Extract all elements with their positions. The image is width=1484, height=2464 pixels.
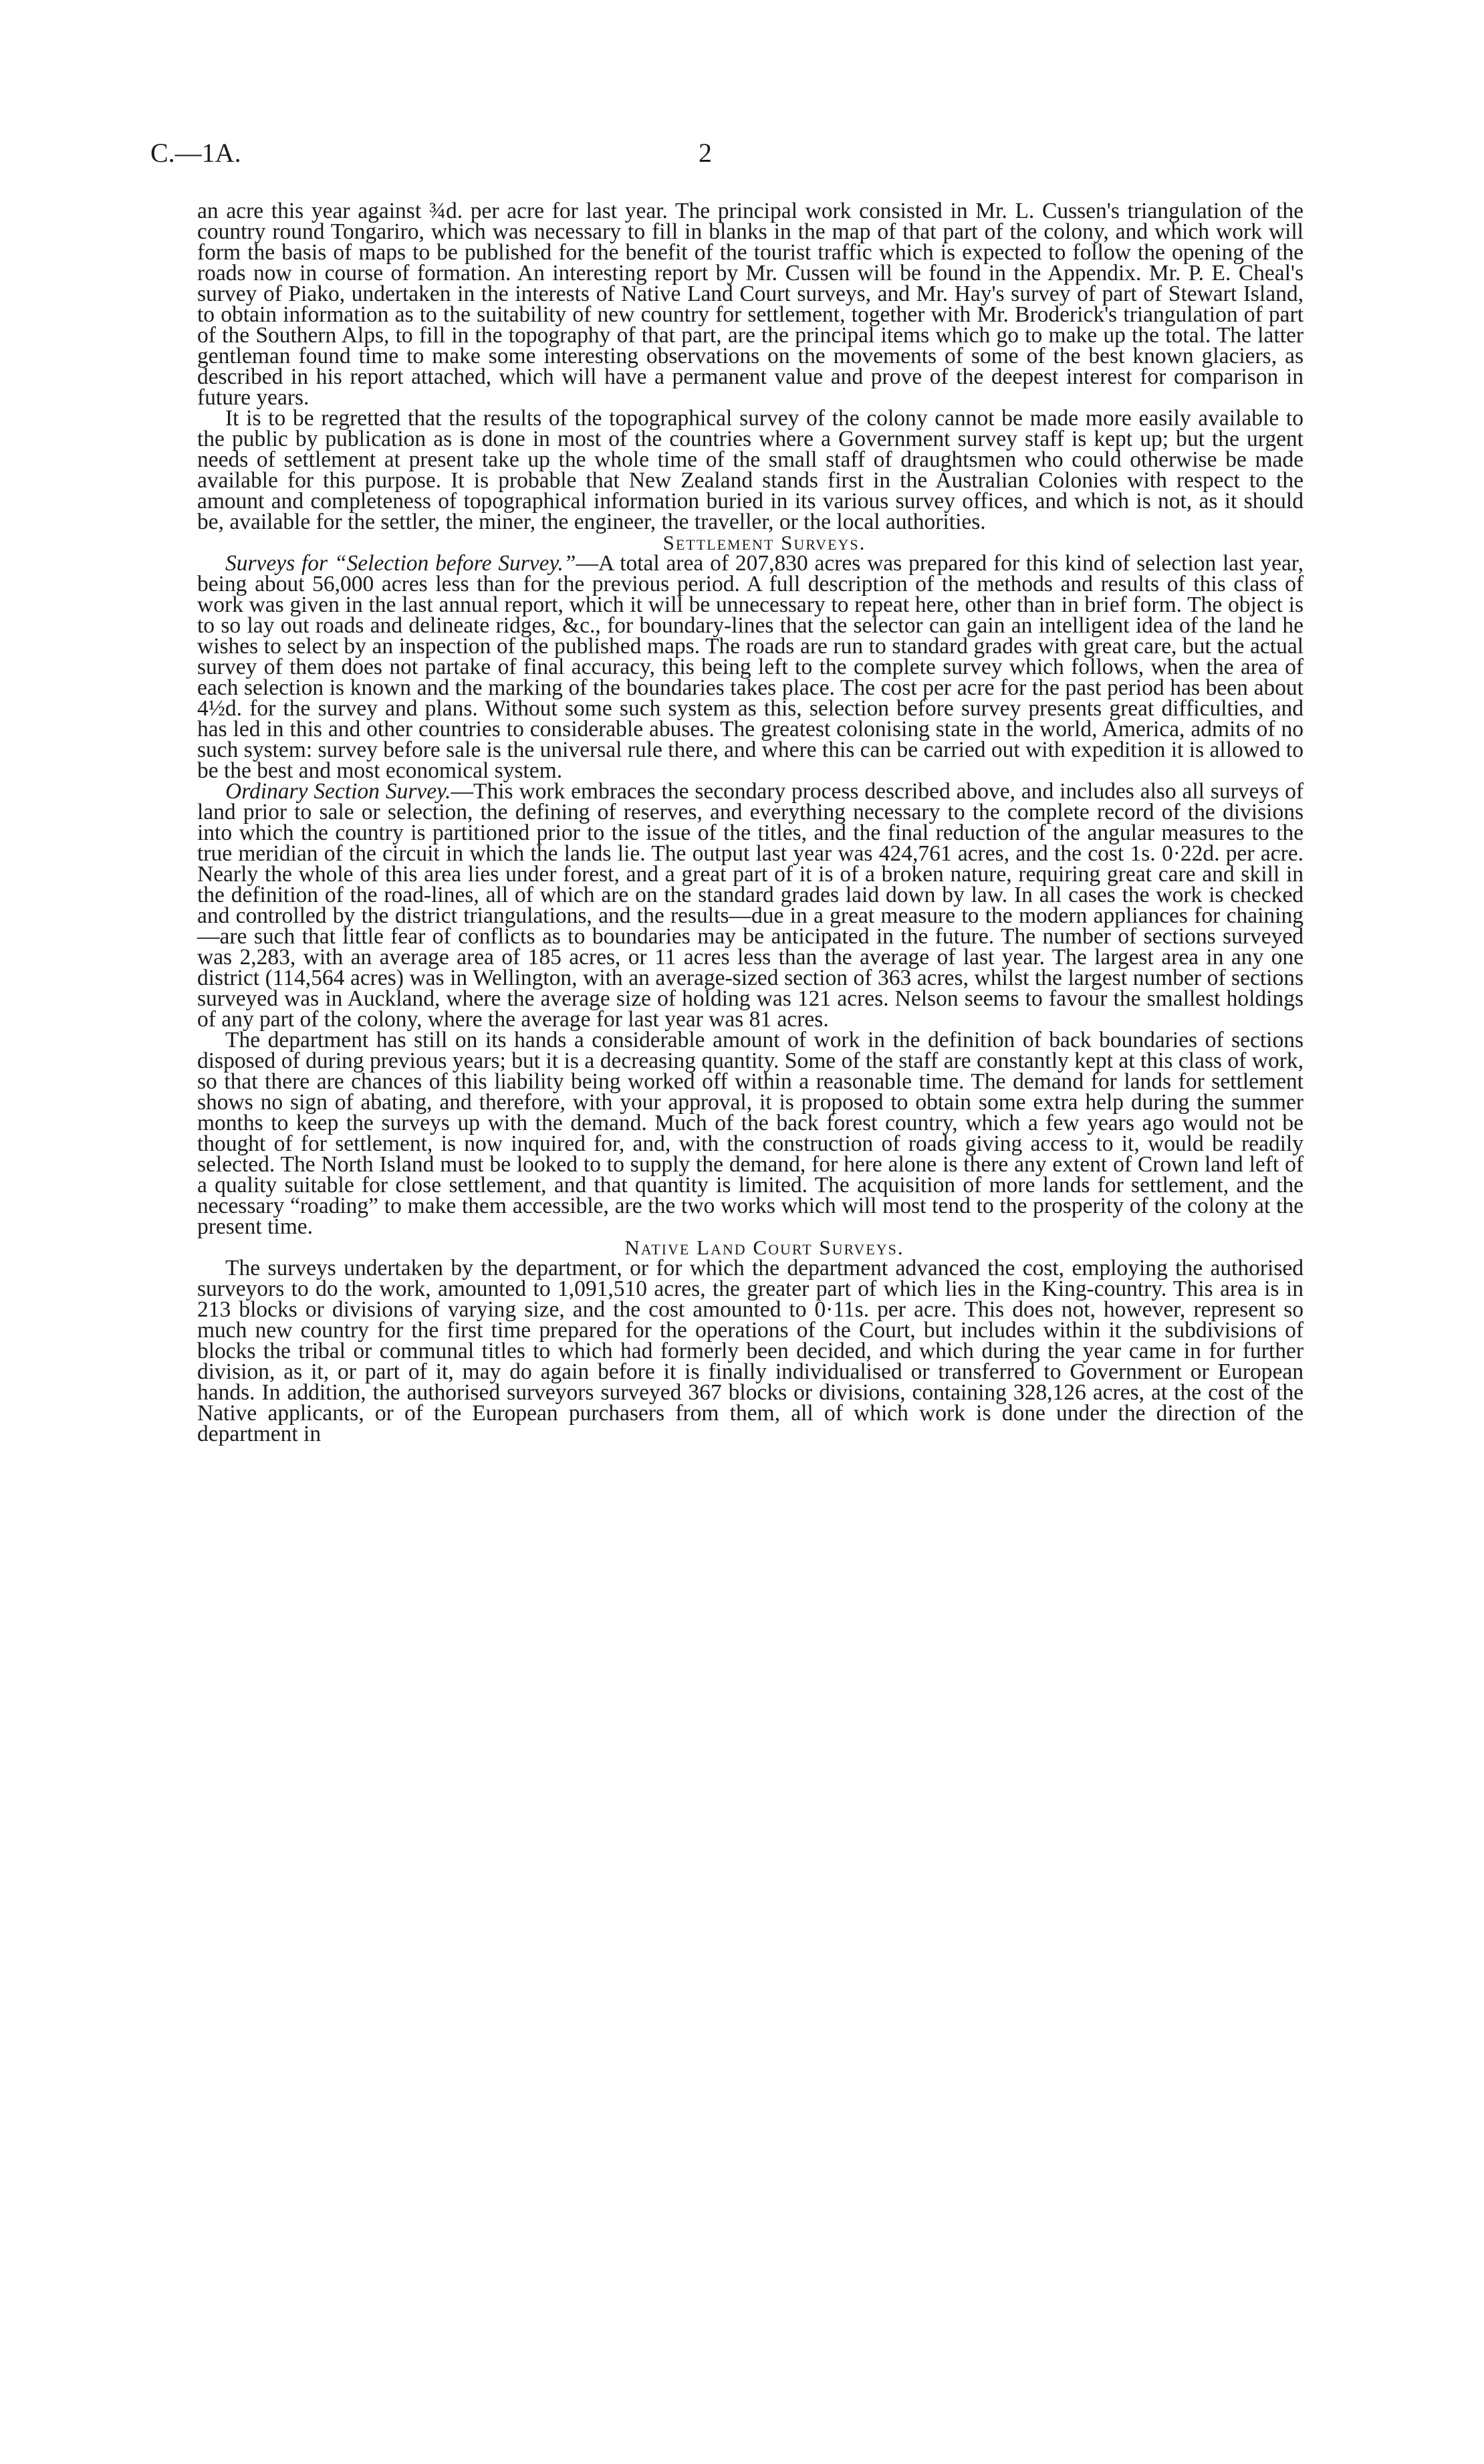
- section-heading-settlement-surveys: Settlement Surveys.: [662, 531, 866, 554]
- run-in-heading-selection-before-survey: Surveys for “Selection before Survey.”: [225, 551, 576, 576]
- paragraph-text: —A total area of 207,830 acres was prepared for this kind of selection last year, being about 56,000 acres less than for the previous period. A full description of the methods and results of this class of work was given in the last annual report, which it will be unnecessary to repeat here, other than in brief form. The object is to so lay out roads and delineate ridges, &c., for boundary-lines that the selector can gain an intelligent idea of the land he wishes to select by an inspection of the published maps. The roads are run to standard grades with great care, but the actual survey of them does not partake of final accuracy, this being left to the complete survey which follows, when the area of each selection is known and the marking of the boundaries takes place. The cost per acre for the past period has been about 4½d. for the survey and plans. Without some such system as this, selection before survey presents great difficulties, and has led in this and other countries to considerable abuses. The greatest colonising state in the world, America, admits of no such system: survey before sale is the universal rule there, and where this can be carried out with expedition it is allowed to be the best and most economical system.: [197, 551, 1304, 783]
- paragraph-topographical-publication: It is to be regretted that the results of the topographical survey of the colony cannot be made more easily available to the public by publication as is done in most of the countries where a Government survey staff is kept up; but the urgent needs of settlement at present take up the whole time of the small staff of draughtsmen who could otherwise be made available for this purpose. It is probable that New Zealand stands first in the Australian Colonies with respect to the amount and completeness of topographical information buried in its various survey offices, and which is not, as it should be, available for the settler, the miner, the engineer, the traveller, or the local authorities.: [197, 406, 1304, 534]
- running-head: [150, 137, 1307, 177]
- document-reference: C.—1A.: [150, 138, 241, 168]
- paragraph-back-boundaries: The department has still on its hands a considerable amount of work in the definition of back boundaries of sections disposed of during previous years; but it is a decreasing quantity. Some of the staff are constantly kept at this class of work, so that there are chances of this liability being worked off within a reasonable time. The demand for lands for settlement shows no sign of abating, and therefore, with your approval, it is proposed to obtain some extra help during the summer months to keep the surveys up with the demand. Much of the back forest country, which a few years ago would not be thought of for settlement, is now inquired for, and, with the construction of roads giving access to it, would be readily selected. The North Island must be looked to to supply the demand, for here alone is there any extent of Crown land left of a quality suitable for close settlement, and that quantity is limited. The acquisition of more lands for settlement, and the necessary “roading” to make them accessible, are the two works which will most tend to the prosperity of the colony at the present time.: [197, 1028, 1304, 1239]
- section-heading-native-land-court-surveys: Native Land Court Surveys.: [624, 1236, 904, 1259]
- paragraph-ordinary-section-survey: [197, 781, 1304, 1030]
- paragraph-native-land-court: The surveys undertaken by the department, or for which the department advanced the cost, employing the authorised surveyors to do the work, amounted to 1,091,510 acres, the greater part of which lies in the King-country. This area is in 213 blocks or divisions of varying size, and the cost amounted to 0·11s. per acre. This does not, however, represent so much new country for the first time prepared for the operations of the Court, but includes within it the subdivisions of blocks the tribal or communal titles to which had formerly been decided, and which during the year came in for further division, as it, or part of it, may do again before it is finally individualised or transferred to Government or European hands. In addition, the authorised surveyors surveyed 367 blocks or divisions, containing 328,126 acres, at the cost of the Native applicants, or of the European purchasers from them, all of which work is done under the direction of the department in: [197, 1256, 1304, 1446]
- body-text: [197, 201, 1304, 1444]
- run-in-heading-ordinary-section-survey: Ordinary Section Survey.: [225, 779, 451, 804]
- page-number: 2: [699, 138, 712, 168]
- paragraph-selection-before-survey: [197, 553, 1304, 781]
- paragraph-text: —This work embraces the secondary process described above, and includes also all surveys of land prior to sale or selection, the defining of reserves, and everything necessary to the complete record of the divisions into which the country is partitioned prior to the issue of the titles, and the final reduction of the angular measures to the true meridian of the circuit in which the lands lie. The output last year was 424,761 acres, and the cost 1s. 0·22d. per acre. Nearly the whole of this area lies under forest, and a great part of it is of a broken nature, requiring great care and skill in the definition of the road-lines, all of which are on the standard grades laid down by law. In all cases the work is checked and controlled by the district triangulations, and the results—due in a great measure to the modern appliances for chaining—are such that little fear of conflicts as to boundaries may be anticipated in the future. The number of sections surveyed was 2,283, with an average area of 185 acres, or 11 acres less than the average of last year. The largest area in any one district (114,564 acres) was in Wellington, with an average-sized section of 363 acres, whilst the largest number of sections surveyed was in Auckland, where the average size of holding was 121 acres. Nelson seems to favour the smallest holdings of any part of the colony, where the average for last year was 81 acres.: [197, 779, 1304, 1032]
- paragraph-topographical-continued: an acre this year against ¾d. per acre for last year. The principal work consisted in Mr. L. Cussen's triangulation of the country round Tongariro, which was necessary to fill in blanks in the map of that part of the colony, and which work will form the basis of maps to be published for the benefit of the tourist traffic which is expected to follow the opening of the roads now in course of formation. An interesting report by Mr. Cussen will be found in the Appendix. Mr. P. E. Cheal's survey of Piako, undertaken in the interests of Native Land Court surveys, and Mr. Hay's survey of part of Stewart Island, to obtain information as to the suitability of new country for settlement, together with Mr. Broderick's triangulation of part of the Southern Alps, to fill in the topography of that part, are the principal items which go to make up the total. The latter gentleman found time to make some interesting observations on the movements of some of the best known glaciers, as described in his report attached, which will have a permanent value and prove of the deepest interest for comparison in future years.: [197, 199, 1304, 410]
